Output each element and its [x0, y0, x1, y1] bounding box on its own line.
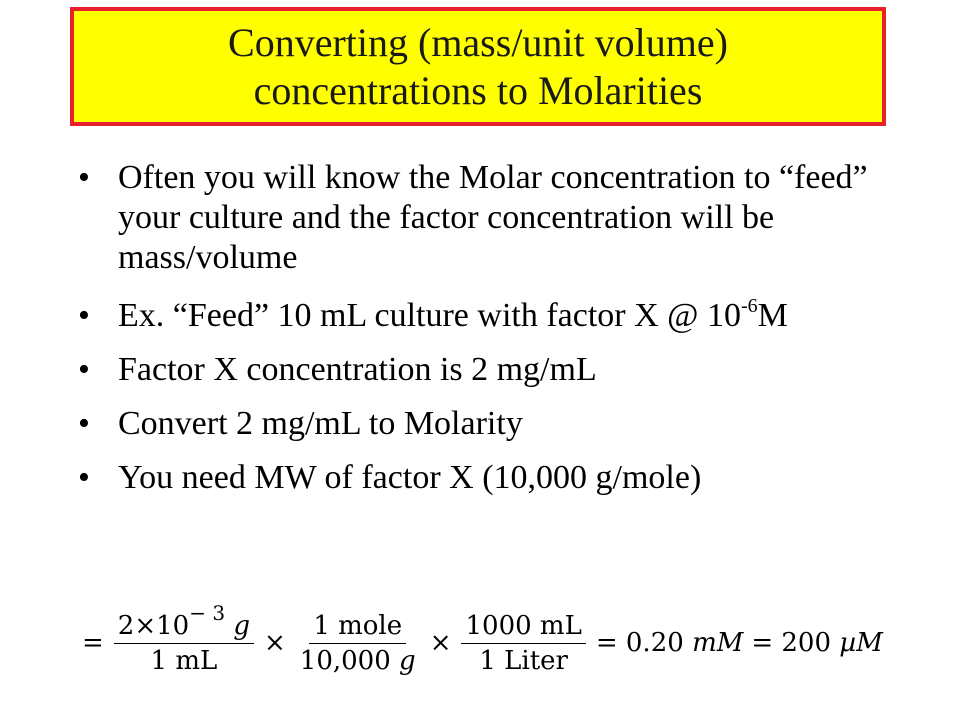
fraction-numerator: 1 mole [309, 611, 406, 644]
bullet-item [78, 158, 898, 278]
times-sign: × [429, 628, 452, 658]
title-banner [70, 7, 886, 126]
bullet-text: Factor X concentration is 2 mg/mL [118, 351, 597, 388]
numerator-exponent: − 3 [189, 600, 226, 625]
fraction-numerator: 1000 mL [461, 611, 585, 644]
bullet-text: Convert 2 mg/mL to Molarity [118, 405, 523, 442]
title-line-1: Converting (mass/unit volume) [228, 19, 728, 65]
bullet-text: Ex. “Feed” 10 mL culture with factor X @ 10 [118, 297, 741, 334]
result-value: = 200 [751, 628, 832, 658]
title-line-2: concentrations to Molarities [253, 67, 703, 113]
bullet-text: Often you will know the Molar concentration to “feed” your culture and the factor concentration will be mass/volume [118, 159, 868, 276]
bullet-item [78, 458, 898, 498]
bullet-dot-icon: • [78, 405, 90, 442]
bullet-dot-icon: • [78, 459, 90, 496]
bullet-item [78, 350, 898, 390]
bullet-dot-icon: • [78, 297, 90, 334]
result-value: = 0.20 [595, 628, 684, 658]
bullet-item [78, 404, 898, 444]
fraction-ml-per-liter [461, 611, 585, 676]
conversion-equation [78, 598, 883, 688]
result-unit: mM [692, 628, 744, 658]
bullet-text: You need MW of factor X (10,000 g/mole) [118, 459, 702, 496]
result-millimolar [596, 628, 744, 658]
denominator-value: 10,000 [299, 645, 391, 676]
bullet-list [78, 158, 898, 498]
bullet-dot-icon: • [78, 159, 90, 196]
fraction-mole-per-gram [296, 611, 420, 676]
result-micromolar [751, 628, 882, 658]
bullet-item [78, 296, 898, 336]
fraction-denominator: 1 mL [150, 645, 218, 676]
fraction-denominator: 1 Liter [479, 645, 568, 676]
numerator-unit: g [233, 610, 250, 641]
fraction-numerator [114, 600, 254, 644]
fraction-denominator [296, 644, 420, 676]
times-sign: × [263, 628, 286, 658]
result-unit: µM [839, 628, 883, 658]
equals-sign: = [82, 628, 104, 658]
exponent: -6 [740, 295, 758, 317]
bullet-text-unit: M [757, 297, 788, 334]
numerator-value: 2×10 [117, 610, 190, 641]
denominator-unit: g [399, 645, 416, 676]
bullet-dot-icon: • [78, 351, 90, 388]
fraction-mass-per-volume [114, 600, 254, 676]
